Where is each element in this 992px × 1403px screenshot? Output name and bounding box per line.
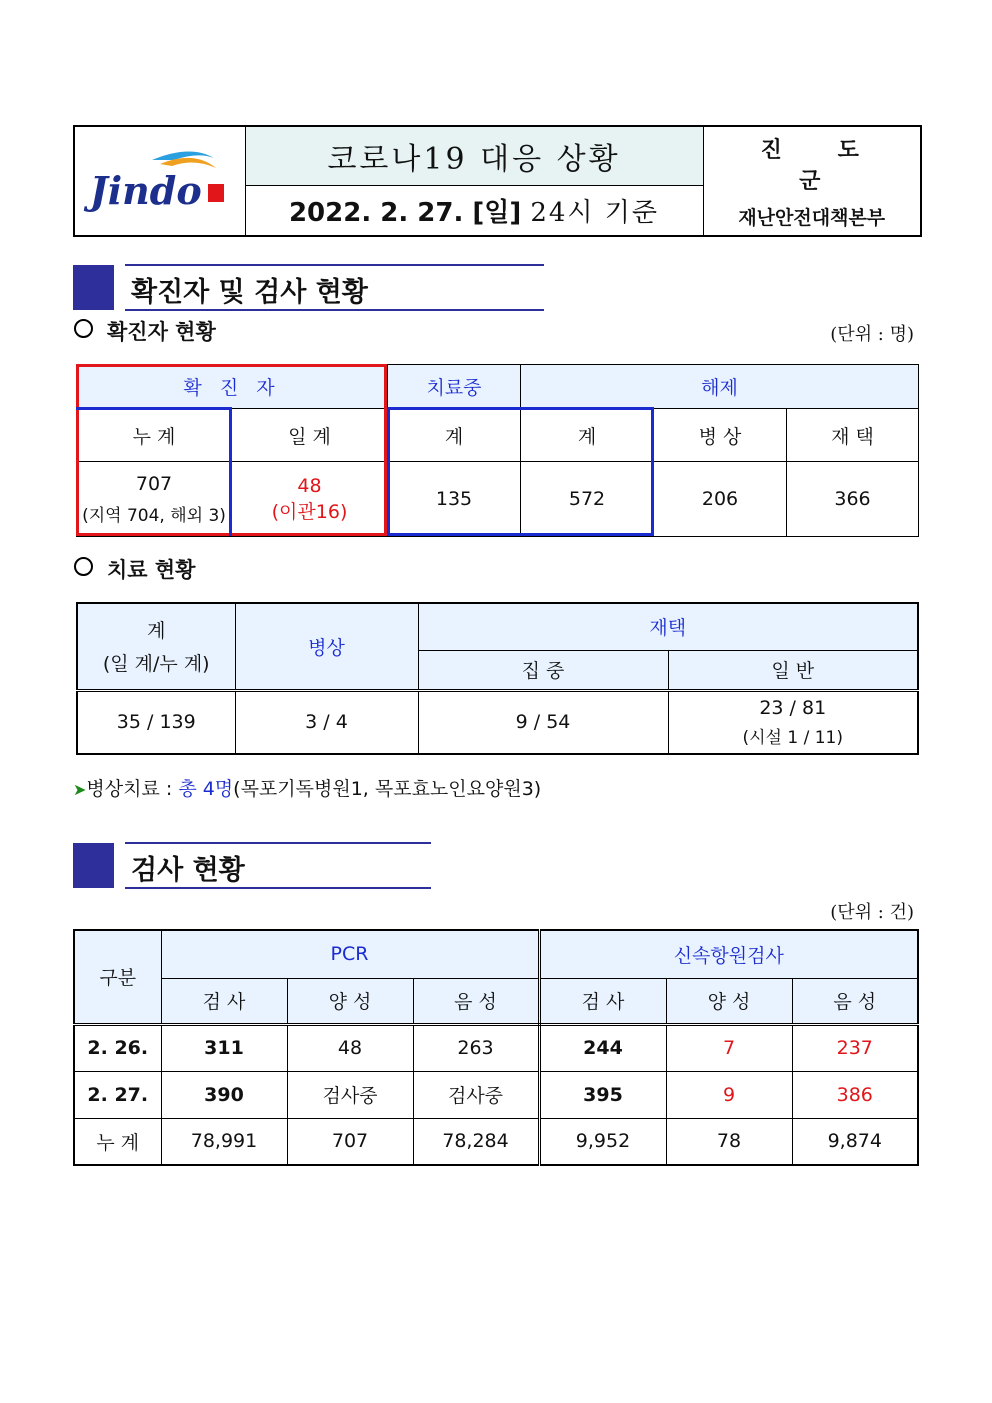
treat-head-home: 재택: [418, 603, 918, 650]
pcr-test-head: 검 사: [161, 978, 287, 1024]
col-total: 누 계: [77, 409, 232, 462]
rat-neg-value: 237: [792, 1024, 918, 1071]
circle-bullet-icon: [74, 319, 93, 338]
row-label: 누 계: [74, 1118, 161, 1165]
rat-test-value: 244: [539, 1024, 666, 1071]
head-rapid-antigen: 신속항원검사: [539, 930, 918, 978]
section2-top-line: [125, 842, 431, 844]
note-label: 병상치료 :: [86, 778, 179, 800]
treat-general-value: 23 / 81: [759, 696, 827, 719]
pcr-neg-value: 78,284: [413, 1118, 539, 1165]
treating-value: 135: [388, 462, 521, 537]
rat-neg-value: 386: [792, 1071, 918, 1118]
pcr-test-value: 390: [161, 1071, 287, 1118]
section2-bottom-line: [125, 887, 431, 889]
treatment-subheading-text: 치료 현황: [107, 558, 196, 582]
col-hospital: 병 상: [654, 409, 787, 462]
hospital-treatment-note: [73, 774, 541, 801]
report-title: 코로나19 대응 상황: [245, 126, 703, 185]
rat-neg-head: 음 성: [792, 978, 918, 1024]
logo-cell: [74, 126, 245, 236]
rat-pos-head: 양 성: [666, 978, 792, 1024]
released-value: 572: [521, 462, 654, 537]
logo-text: Jindo: [89, 168, 202, 213]
report-date-time: 24시 기준: [530, 197, 660, 228]
testing-table: [73, 929, 919, 1166]
treat-hospital-value: 3 / 4: [235, 690, 418, 754]
col-home: 재 택: [787, 409, 919, 462]
total-detail: (지역 704, 해외 3): [82, 505, 226, 526]
note-rest: (목포기독병원1, 목포효노인요양원3): [233, 778, 542, 800]
report-date-main: 2022. 2. 27. [일]: [288, 197, 522, 228]
head-confirmed: 확 진 자: [77, 365, 388, 409]
treat-head-intensive: 집 중: [418, 650, 668, 690]
section1-bottom-line: [125, 309, 544, 311]
rat-pos-value: 78: [666, 1118, 792, 1165]
treat-intensive-value: 9 / 54: [418, 690, 668, 754]
org-name: 진 도 군: [760, 136, 883, 194]
treatment-subheading: [74, 554, 195, 584]
col-daily: 일 계: [232, 409, 388, 462]
rat-test-value: 9,952: [539, 1118, 666, 1165]
section1-title: 확진자 및 검사 현황: [131, 277, 368, 308]
rat-neg-value: 9,874: [792, 1118, 918, 1165]
section2-title: 검사 현황: [131, 855, 245, 886]
treating-blue-outline: [387, 407, 654, 536]
treatment-table: [76, 602, 919, 755]
confirmed-unit: (단위 : 명): [830, 324, 914, 345]
pcr-pos-head: 양 성: [287, 978, 413, 1024]
org-department: 재난안전대책본부: [738, 206, 886, 229]
row-label: 2. 26.: [74, 1024, 161, 1071]
treat-head-sum: [77, 603, 235, 690]
treat-head-general: 일 반: [668, 650, 918, 690]
section1-top-line: [125, 264, 544, 266]
released-hospital-value: 206: [654, 462, 787, 537]
section1-marker: [73, 265, 114, 310]
col-treating-sum: 계: [388, 409, 521, 462]
row-label: 2. 27.: [74, 1071, 161, 1118]
head-treating: 치료중: [388, 365, 521, 409]
treat-general-detail: (시설 1 / 11): [742, 727, 843, 748]
head-pcr: PCR: [161, 930, 539, 978]
pcr-test-value: 311: [161, 1024, 287, 1071]
daily-detail: (이관16): [271, 500, 348, 523]
pcr-pos-value: 48: [287, 1024, 413, 1071]
arrow-bullet-icon: ➤: [73, 780, 87, 799]
daily-blue-outline: [76, 407, 232, 536]
treat-head-sum-label: 계: [147, 620, 166, 643]
pcr-pos-value: 검사중: [287, 1071, 413, 1118]
jindo-logo: [90, 146, 230, 216]
treat-general-cell: [668, 690, 918, 754]
total-value: 707: [135, 472, 173, 495]
pcr-neg-value: 검사중: [413, 1071, 539, 1118]
head-released: 해제: [521, 365, 919, 409]
treat-head-sum-sub: (일 계/누 계): [102, 653, 210, 676]
daily-value: 48: [297, 474, 322, 497]
rat-test-value: 395: [539, 1071, 666, 1118]
pcr-neg-head: 음 성: [413, 978, 539, 1024]
pcr-test-value: 78,991: [161, 1118, 287, 1165]
rat-pos-value: 9: [666, 1071, 792, 1118]
table-row: [74, 1024, 918, 1071]
rat-test-head: 검 사: [539, 978, 666, 1024]
report-date: [245, 185, 703, 236]
confirmed-subheading: [74, 316, 216, 346]
confirmed-subheading-text: 확진자 현황: [107, 320, 216, 344]
rat-pos-value: 7: [666, 1024, 792, 1071]
treat-head-hospital: 병상: [235, 603, 418, 690]
report-header: [73, 125, 922, 237]
section2-marker: [73, 843, 114, 888]
head-category: 구분: [74, 930, 161, 1024]
circle-bullet-icon: [74, 557, 93, 576]
table-row: [74, 1118, 918, 1165]
treat-sum-value: 35 / 139: [77, 690, 235, 754]
org-cell: [703, 126, 921, 236]
table-row: [74, 1071, 918, 1118]
note-highlight: 총 4명: [178, 778, 234, 800]
pcr-pos-value: 707: [287, 1118, 413, 1165]
col-released-sum: 계: [521, 409, 654, 462]
pcr-neg-value: 263: [413, 1024, 539, 1071]
released-home-value: 366: [787, 462, 919, 537]
testing-unit: (단위 : 건): [830, 902, 914, 923]
